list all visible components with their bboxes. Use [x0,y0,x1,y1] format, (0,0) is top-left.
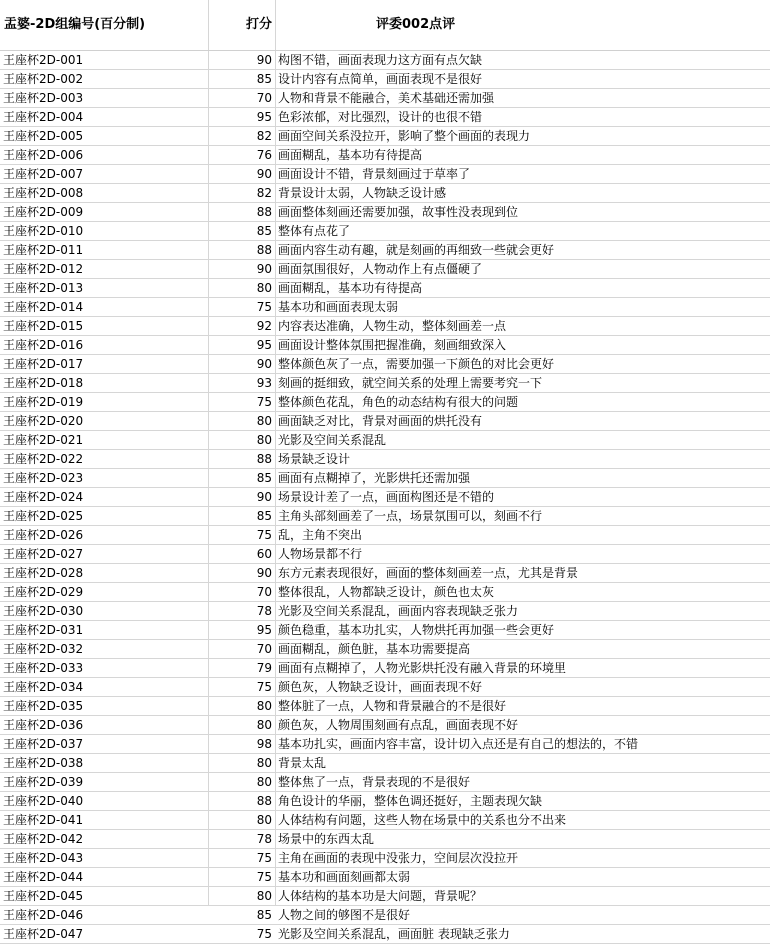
cell-id[interactable]: 王座杯2D-028 [3,566,84,580]
cell-comment[interactable]: 基本功和画面刻画都太弱 [278,870,411,884]
cell-score[interactable]: 88 [256,205,272,219]
cell-id[interactable]: 王座杯2D-011 [3,243,84,257]
cell-comment[interactable]: 乱，主角不突出 [278,528,363,542]
cell-comment[interactable]: 色彩浓郁，对比强烈，设计的也很不错 [278,110,483,124]
header-comment[interactable]: 评委002点评 [376,17,456,32]
cell-comment[interactable]: 人体结构有问题，这些人物在场景中的关系也分不出来 [278,813,567,827]
cell-score[interactable]: 75 [256,870,272,884]
cell-score[interactable]: 92 [256,319,272,333]
table-row [0,70,770,89]
cell-id[interactable]: 王座杯2D-029 [3,585,84,599]
cell-id[interactable]: 王座杯2D-038 [3,756,84,770]
table-row [0,621,770,640]
cell-comment[interactable]: 整体焦了一点，背景表现的不是很好 [278,775,471,789]
cell-id[interactable]: 王座杯2D-030 [3,604,84,618]
cell-comment[interactable]: 背景设计太弱，人物缺乏设计感 [278,186,447,200]
cell-score[interactable]: 93 [256,376,272,390]
cell-id[interactable]: 王座杯2D-042 [3,832,84,846]
cell-score[interactable]: 90 [256,262,272,276]
cell-id[interactable]: 王座杯2D-017 [3,357,84,371]
table-row [0,868,770,887]
table-row [0,89,770,108]
cell-score[interactable]: 75 [256,851,272,865]
table-row [0,659,770,678]
cell-comment[interactable]: 构图不错，画面表现力这方面有点欠缺 [278,53,483,67]
cell-score[interactable]: 85 [256,509,272,523]
cell-score[interactable]: 90 [256,53,272,67]
table-row [0,374,770,393]
cell-comment[interactable]: 光影及空间关系混乱，画面内容表现缺乏张力 [278,604,519,618]
cell-score[interactable]: 88 [256,452,272,466]
cell-score[interactable]: 75 [256,927,272,941]
cell-id[interactable]: 王座杯2D-047 [3,927,84,941]
cell-score[interactable]: 76 [256,148,272,162]
table-row [0,640,770,659]
cell-score[interactable]: 95 [256,110,272,124]
cell-id[interactable]: 王座杯2D-020 [3,414,84,428]
cell-id[interactable]: 王座杯2D-012 [3,262,84,276]
table-body [0,51,770,944]
cell-score[interactable]: 90 [256,490,272,504]
cell-score[interactable]: 75 [256,300,272,314]
cell-id[interactable]: 王座杯2D-044 [3,870,84,884]
cell-comment[interactable]: 整体很乱，人物都缺乏设计，颜色也太灰 [278,585,495,599]
cell-score[interactable]: 78 [256,832,272,846]
cell-comment[interactable]: 画面糊乱，基本功有待提高 [278,281,423,295]
cell-comment[interactable]: 画面有点糊掉了，光影烘托还需加强 [278,471,471,485]
table-row [0,336,770,355]
table-row [0,317,770,336]
cell-comment[interactable]: 颜色灰，人物周围刻画有点乱，画面表现不好 [278,718,519,732]
cell-score[interactable]: 70 [256,642,272,656]
cell-score[interactable]: 80 [256,699,272,713]
cell-score[interactable]: 80 [256,889,272,903]
table-row [0,925,770,944]
cell-score[interactable]: 82 [256,129,272,143]
cell-id[interactable]: 王座杯2D-034 [3,680,84,694]
cell-id[interactable]: 王座杯2D-018 [3,376,84,390]
cell-comment[interactable]: 整体颜色花乱，角色的动态结构有很大的问题 [278,395,519,409]
cell-score[interactable]: 80 [256,813,272,827]
table-row [0,697,770,716]
cell-id[interactable]: 王座杯2D-040 [3,794,84,808]
cell-score[interactable]: 90 [256,167,272,181]
table-row [0,469,770,488]
cell-id[interactable]: 王座杯2D-014 [3,300,84,314]
cell-score[interactable]: 80 [256,433,272,447]
cell-id[interactable]: 王座杯2D-015 [3,319,84,333]
cell-score[interactable]: 80 [256,756,272,770]
cell-comment[interactable]: 人体结构的基本功是大问题，背景呢？ [278,889,483,903]
header-id[interactable]: 盂婆-2D组编号(百分制) [4,17,146,32]
table-row [0,431,770,450]
cell-id[interactable]: 王座杯2D-039 [3,775,84,789]
cell-id[interactable]: 王座杯2D-024 [3,490,84,504]
cell-id[interactable]: 王座杯2D-003 [3,91,84,105]
cell-id[interactable]: 王座杯2D-001 [3,53,84,67]
cell-score[interactable]: 95 [256,623,272,637]
cell-id[interactable]: 王座杯2D-045 [3,889,84,903]
cell-id[interactable]: 王座杯2D-006 [3,148,84,162]
cell-comment[interactable]: 画面整体刻画还需要加强，故事性没表现到位 [278,205,519,219]
cell-id[interactable]: 王座杯2D-022 [3,452,84,466]
cell-id[interactable]: 王座杯2D-002 [3,72,84,86]
cell-comment[interactable]: 画面缺乏对比，背景对画面的烘托没有 [278,414,483,428]
cell-id[interactable]: 王座杯2D-036 [3,718,84,732]
cell-score[interactable]: 90 [256,566,272,580]
table-row [0,222,770,241]
table-row [0,355,770,374]
cell-comment[interactable]: 场景中的东西太乱 [278,832,375,846]
cell-id[interactable]: 王座杯2D-008 [3,186,84,200]
cell-score[interactable]: 79 [256,661,272,675]
cell-score[interactable]: 78 [256,604,272,618]
cell-score[interactable]: 85 [256,72,272,86]
table-row [0,507,770,526]
cell-comment[interactable]: 基本功和画面表现太弱 [278,300,399,314]
table-row [0,393,770,412]
header-row [0,0,770,51]
table-row [0,526,770,545]
table-row [0,811,770,830]
table-row [0,108,770,127]
cell-id[interactable]: 王座杯2D-032 [3,642,84,656]
table-row [0,545,770,564]
cell-comment[interactable]: 画面糊乱，基本功有待提高 [278,148,423,162]
cell-comment[interactable]: 人物场景都不行 [278,547,363,561]
cell-comment[interactable]: 光影及空间关系混乱，画面脏 表现缺乏张力 [278,927,510,941]
table-row [0,830,770,849]
cell-comment[interactable]: 整体脏了一点，人物和背景融合的不是很好 [278,699,507,713]
table-row [0,165,770,184]
cell-id[interactable]: 王座杯2D-037 [3,737,84,751]
cell-score[interactable]: 80 [256,414,272,428]
table-row [0,488,770,507]
cell-comment[interactable]: 基本功扎实，画面内容丰富，设计切入点还是有自己的想法的，不错 [278,737,639,751]
cell-score[interactable]: 85 [256,471,272,485]
cell-id[interactable]: 王座杯2D-043 [3,851,84,865]
cell-comment[interactable]: 画面氛围很好，人物动作上有点僵硬了 [278,262,483,276]
cell-comment[interactable]: 主角在画面的表现中没张力，空间层次没拉开 [278,851,519,865]
cell-score[interactable]: 70 [256,91,272,105]
cell-score[interactable]: 70 [256,585,272,599]
cell-score[interactable]: 82 [256,186,272,200]
cell-score[interactable]: 85 [256,908,272,922]
cell-score[interactable]: 80 [256,775,272,789]
cell-id[interactable]: 王座杯2D-033 [3,661,84,675]
cell-comment[interactable]: 整体有点花了 [278,224,351,238]
cell-comment[interactable]: 角色设计的华丽，整体色调还挺好，主题表现欠缺 [278,794,543,808]
cell-id[interactable]: 王座杯2D-010 [3,224,84,238]
cell-id[interactable]: 王座杯2D-007 [3,167,84,181]
cell-id[interactable]: 王座杯2D-046 [3,908,84,922]
cell-id[interactable]: 王座杯2D-026 [3,528,84,542]
cell-comment[interactable]: 人物之间的够图不是很好 [278,908,411,922]
cell-id[interactable]: 王座杯2D-023 [3,471,84,485]
table-row [0,127,770,146]
cell-score[interactable]: 98 [256,737,272,751]
cell-score[interactable]: 85 [256,224,272,238]
cell-comment[interactable]: 主角头部刻画差了一点，场景氛围可以，刻画不行 [278,509,543,523]
cell-comment[interactable]: 颜色灰，人物缺乏设计，画面表现不好 [278,680,483,694]
cell-id[interactable]: 王座杯2D-031 [3,623,84,637]
cell-comment[interactable]: 画面设计整体氛围把握准确，刻画细致深入 [278,338,507,352]
cell-id[interactable]: 王座杯2D-027 [3,547,84,561]
table-row [0,602,770,621]
cell-id[interactable]: 王座杯2D-035 [3,699,84,713]
table-row [0,203,770,222]
table-row [0,773,770,792]
cell-comment[interactable]: 整体颜色灰了一点，需要加强一下颜色的对比会更好 [278,357,555,371]
cell-comment[interactable]: 人物和背景不能融合，美术基础还需加强 [278,91,495,105]
cell-id[interactable]: 王座杯2D-025 [3,509,84,523]
table-row [0,51,770,70]
cell-comment[interactable]: 背景太乱 [278,756,327,770]
table-row [0,146,770,165]
cell-comment[interactable]: 画面内容生动有趣，就是刻画的再细致一些就会更好 [278,243,555,257]
cell-comment[interactable]: 刻画的挺细致，就空间关系的处理上需要考究一下 [278,376,543,390]
cell-score[interactable]: 80 [256,718,272,732]
table-row [0,906,770,925]
cell-comment[interactable]: 光影及空间关系混乱 [278,433,387,447]
table-row [0,716,770,735]
table-row [0,298,770,317]
table-row [0,564,770,583]
table-row [0,678,770,697]
cell-id[interactable]: 王座杯2D-005 [3,129,84,143]
cell-comment[interactable]: 场景设计差了一点，画面构图还是不错的 [278,490,495,504]
cell-comment[interactable]: 东方元素表现很好，画面的整体刻画差一点，尤其是背景 [278,566,579,580]
cell-comment[interactable]: 画面空间关系没拉开，影响了整个画面的表现力 [278,129,531,143]
cell-comment[interactable]: 设计内容有点简单，画面表现不是很好 [278,72,483,86]
cell-score[interactable]: 90 [256,357,272,371]
cell-score[interactable]: 60 [256,547,272,561]
cell-score[interactable]: 95 [256,338,272,352]
cell-comment[interactable]: 画面糊乱，颜色脏，基本功需要提高 [278,642,471,656]
table-row [0,887,770,906]
table-row [0,792,770,811]
table-row [0,260,770,279]
cell-id[interactable]: 王座杯2D-019 [3,395,84,409]
table-row [0,583,770,602]
cell-comment[interactable]: 内容表达准确，人物生动，整体刻画差一点 [278,319,507,333]
table-row [0,450,770,469]
cell-id[interactable]: 王座杯2D-004 [3,110,84,124]
cell-id[interactable]: 王座杯2D-009 [3,205,84,219]
cell-score[interactable]: 88 [256,243,272,257]
cell-comment[interactable]: 颜色稳重，基本功扎实，人物烘托再加强一些会更好 [278,623,555,637]
table-row [0,754,770,773]
cell-comment[interactable]: 画面有点糊掉了，人物光影烘托没有融入背景的环境里 [278,661,567,675]
cell-id[interactable]: 王座杯2D-016 [3,338,84,352]
table-row [0,849,770,868]
cell-comment[interactable]: 场景缺乏设计 [278,452,351,466]
table-row [0,412,770,431]
cell-id[interactable]: 王座杯2D-041 [3,813,84,827]
table-row [0,241,770,260]
cell-score[interactable]: 80 [256,281,272,295]
table-row [0,184,770,203]
cell-score[interactable]: 88 [256,794,272,808]
table-row [0,735,770,754]
cell-id[interactable]: 王座杯2D-021 [3,433,84,447]
cell-score[interactable]: 75 [256,528,272,542]
header-score[interactable]: 打分 [245,17,272,32]
cell-score[interactable]: 75 [256,395,272,409]
cell-comment[interactable]: 画面设计不错，背景刻画过于草率了 [278,167,471,181]
cell-id[interactable]: 王座杯2D-013 [3,281,84,295]
table-row [0,279,770,298]
cell-score[interactable]: 75 [256,680,272,694]
